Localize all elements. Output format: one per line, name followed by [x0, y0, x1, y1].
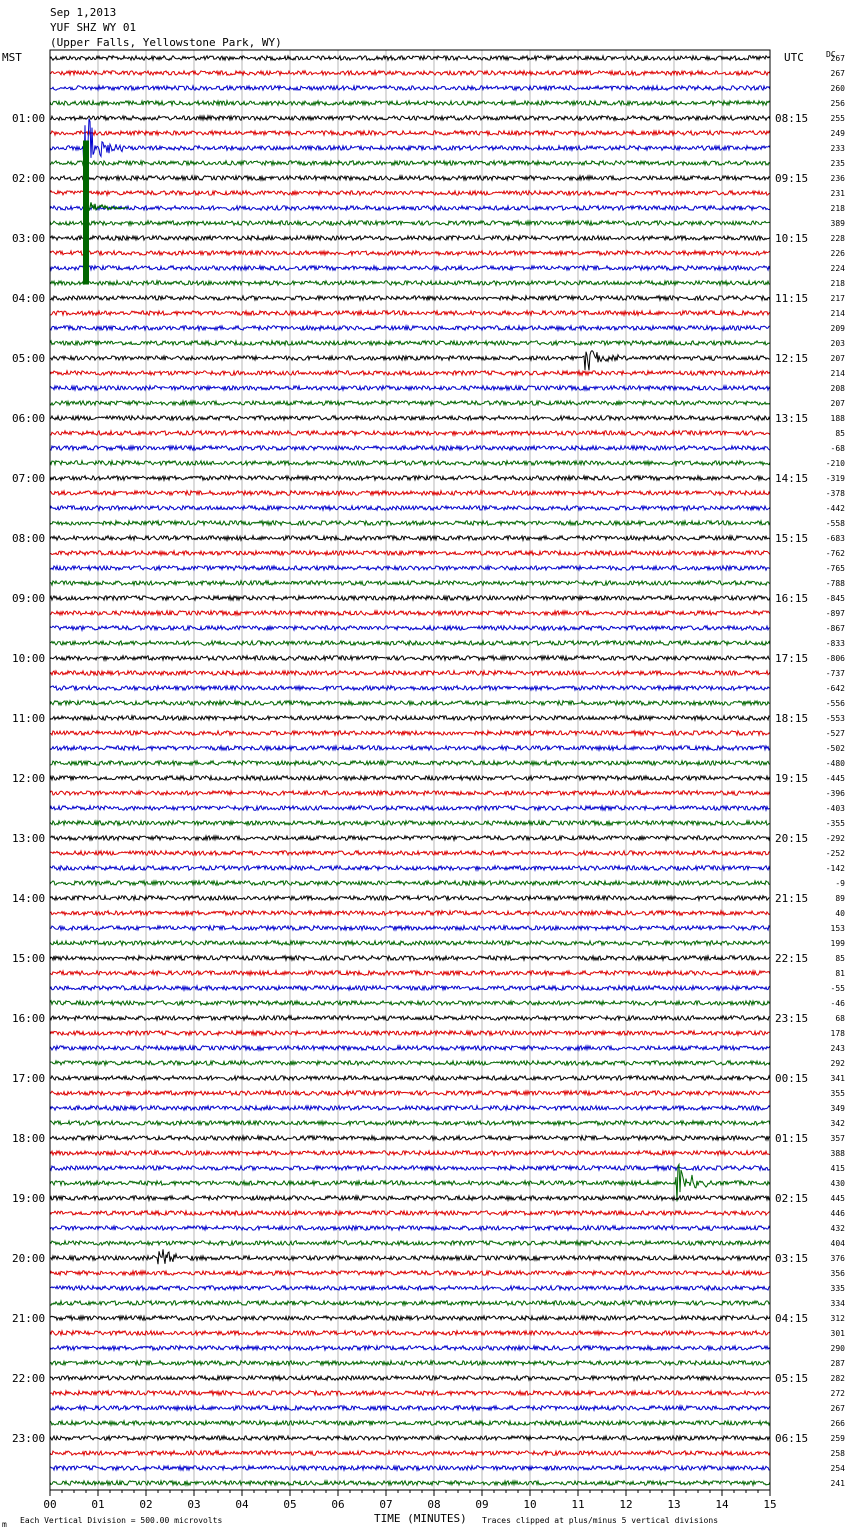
trace-91 — [50, 1421, 770, 1425]
dc-offset-label: 259 — [830, 1434, 845, 1443]
trace-86 — [50, 1346, 770, 1350]
trace-5 — [50, 131, 770, 135]
dc-offset-label: 178 — [830, 1029, 845, 1038]
dc-offset-label: -765 — [825, 564, 845, 573]
dc-offset-label: -396 — [825, 789, 845, 798]
left-zone-label: MST — [2, 51, 22, 64]
dc-offset-label: 207 — [830, 354, 845, 363]
left-hour-label: 02:00 — [12, 172, 46, 185]
dc-offset-label: 249 — [830, 129, 845, 138]
dc-offset-label: 207 — [830, 399, 845, 408]
left-hour-label: 13:00 — [12, 832, 46, 845]
trace-82 — [50, 1286, 770, 1290]
trace-57 — [50, 911, 770, 915]
dc-offset-label: 334 — [830, 1299, 845, 1308]
right-hour-label: 13:15 — [775, 412, 809, 425]
left-hour-labels — [12, 112, 45, 1445]
trace-44 — [50, 716, 770, 720]
dc-offset-label: 356 — [830, 1269, 845, 1278]
dc-offset-label: 445 — [830, 1194, 845, 1203]
left-hour-label: 15:00 — [12, 952, 46, 965]
dc-offset-label: -378 — [825, 489, 845, 498]
left-hour-label: 16:00 — [12, 1012, 46, 1025]
trace-81 — [50, 1271, 770, 1275]
x-tick-label: 10 — [523, 1498, 537, 1511]
trace-85 — [50, 1331, 770, 1335]
trace-37 — [50, 611, 770, 615]
x-tick-label: 12 — [619, 1498, 633, 1511]
dc-offset-label: 40 — [835, 909, 845, 918]
dc-offset-label: 404 — [830, 1239, 845, 1248]
left-hour-label: 01:00 — [12, 112, 46, 125]
dc-offset-label: 188 — [830, 414, 845, 423]
dc-offset-label: 258 — [830, 1449, 845, 1458]
dc-offset-label: 209 — [830, 324, 845, 333]
dc-offset-label: 218 — [830, 279, 845, 288]
dc-offset-label: -445 — [825, 774, 845, 783]
corner-mark: m — [2, 1520, 7, 1529]
trace-88 — [50, 1376, 770, 1380]
left-hour-label: 03:00 — [12, 232, 46, 245]
dc-offset-label: -833 — [825, 639, 845, 648]
left-hour-label: 04:00 — [12, 292, 46, 305]
left-hour-label: 10:00 — [12, 652, 46, 665]
trace-27 — [50, 461, 770, 465]
trace-19 — [50, 341, 770, 345]
dc-offset-label: -142 — [825, 864, 845, 873]
header-location: (Upper Falls, Yellowstone Park, WY) — [50, 36, 282, 49]
trace-56 — [50, 896, 770, 900]
dc-offset-labels — [826, 54, 845, 1488]
dc-offset-label: 292 — [830, 1059, 845, 1068]
dc-offset-label: -683 — [825, 534, 845, 543]
right-hour-label: 19:15 — [775, 772, 809, 785]
left-hour-label: 09:00 — [12, 592, 46, 605]
trace-72 — [50, 1136, 770, 1140]
trace-55 — [50, 881, 770, 885]
clipped-event — [83, 141, 89, 285]
trace-21 — [50, 371, 770, 375]
trace-22 — [50, 386, 770, 390]
trace-1 — [50, 71, 770, 75]
x-tick-label: 08 — [427, 1498, 441, 1511]
trace-80 — [50, 1249, 770, 1264]
dc-offset-label: 341 — [830, 1074, 845, 1083]
trace-47 — [50, 761, 770, 765]
dc-offset-label: -553 — [825, 714, 845, 723]
trace-71 — [50, 1121, 770, 1125]
trace-40 — [50, 656, 770, 660]
dc-offset-label: 355 — [830, 1089, 845, 1098]
trace-63 — [50, 1001, 770, 1005]
trace-46 — [50, 746, 770, 750]
trace-24 — [50, 416, 770, 420]
trace-89 — [50, 1391, 770, 1395]
trace-28 — [50, 476, 770, 480]
dc-offset-label: -355 — [825, 819, 845, 828]
right-hour-labels — [775, 112, 808, 1445]
trace-74 — [50, 1166, 770, 1170]
x-tick-label: 14 — [715, 1498, 729, 1511]
dc-offset-label: 287 — [830, 1359, 845, 1368]
trace-23 — [50, 401, 770, 405]
dc-offset-label: -442 — [825, 504, 845, 513]
trace-20 — [50, 351, 770, 371]
dc-offset-label: 290 — [830, 1344, 845, 1353]
trace-73 — [50, 1151, 770, 1155]
dc-offset-label: -737 — [825, 669, 845, 678]
dc-offset-label: 208 — [830, 384, 845, 393]
scale-note: Each Vertical Division = 500.00 microvolts — [20, 1516, 223, 1525]
right-hour-label: 12:15 — [775, 352, 809, 365]
trace-16 — [50, 296, 770, 300]
trace-68 — [50, 1076, 770, 1080]
right-hour-label: 05:15 — [775, 1372, 809, 1385]
right-hour-label: 21:15 — [775, 892, 809, 905]
header-station: YUF SHZ WY 01 — [50, 21, 137, 34]
trace-11 — [50, 221, 770, 225]
trace-95 — [50, 1481, 770, 1485]
right-hour-label: 00:15 — [775, 1072, 809, 1085]
dc-offset-label: 446 — [830, 1209, 845, 1218]
left-hour-label: 06:00 — [12, 412, 46, 425]
trace-49 — [50, 791, 770, 795]
dc-offset-label: -788 — [825, 579, 845, 588]
dc-offset-label: 153 — [830, 924, 845, 933]
right-hour-label: 16:15 — [775, 592, 809, 605]
trace-9 — [50, 191, 770, 195]
dc-offset-label: -502 — [825, 744, 845, 753]
trace-90 — [50, 1406, 770, 1410]
dc-offset-label: 214 — [830, 369, 845, 378]
right-hour-label: 08:15 — [775, 112, 809, 125]
dc-offset-label: -252 — [825, 849, 845, 858]
trace-0 — [50, 56, 770, 60]
left-hour-label: 05:00 — [12, 352, 46, 365]
left-hour-label: 20:00 — [12, 1252, 46, 1265]
trace-4 — [50, 116, 770, 120]
trace-62 — [50, 986, 770, 990]
dc-offset-label: -210 — [825, 459, 845, 468]
trace-33 — [50, 551, 770, 555]
dc-offset-label: 217 — [830, 294, 845, 303]
x-tick-label: 07 — [379, 1498, 393, 1511]
trace-79 — [50, 1241, 770, 1245]
dc-offset-label: 335 — [830, 1284, 845, 1293]
trace-41 — [50, 671, 770, 675]
dc-offset-label: 255 — [830, 114, 845, 123]
right-hour-label: 14:15 — [775, 472, 809, 485]
dc-offset-label: -556 — [825, 699, 845, 708]
trace-51 — [50, 821, 770, 825]
trace-2 — [50, 86, 770, 90]
right-hour-label: 15:15 — [775, 532, 809, 545]
trace-84 — [50, 1316, 770, 1320]
right-hour-label: 06:15 — [775, 1432, 809, 1445]
clip-note: Traces clipped at plus/minus 5 vertical divisions — [482, 1516, 719, 1525]
trace-17 — [50, 311, 770, 315]
trace-61 — [50, 971, 770, 975]
dc-offset-label: 267 — [830, 54, 845, 63]
trace-18 — [50, 326, 770, 330]
dc-offset-label: 89 — [835, 894, 845, 903]
trace-39 — [50, 641, 770, 645]
trace-3 — [50, 101, 770, 105]
trace-25 — [50, 431, 770, 435]
dc-offset-label: 267 — [830, 69, 845, 78]
dc-offset-label: 236 — [830, 174, 845, 183]
dc-offset-label: 357 — [830, 1134, 845, 1143]
dc-offset-label: -292 — [825, 834, 845, 843]
trace-31 — [50, 521, 770, 525]
x-tick-label: 02 — [139, 1498, 153, 1511]
dc-offset-label: 256 — [830, 99, 845, 108]
trace-13 — [50, 251, 770, 255]
dc-offset-label: 228 — [830, 234, 845, 243]
x-axis-title: TIME (MINUTES) — [374, 1512, 467, 1525]
dc-offset-label: -480 — [825, 759, 845, 768]
x-tick-label: 01 — [91, 1498, 105, 1511]
trace-54 — [50, 866, 770, 870]
trace-36 — [50, 596, 770, 600]
trace-66 — [50, 1046, 770, 1050]
trace-92 — [50, 1436, 770, 1440]
dc-offset-label: 432 — [830, 1224, 845, 1233]
dc-offset-label: 235 — [830, 159, 845, 168]
x-tick-label: 15 — [763, 1498, 777, 1511]
dc-offset-label: 312 — [830, 1314, 845, 1323]
dc-offset-label: 243 — [830, 1044, 845, 1053]
left-hour-label: 07:00 — [12, 472, 46, 485]
dc-offset-label: -527 — [825, 729, 845, 738]
trace-70 — [50, 1106, 770, 1110]
dc-offset-label: 224 — [830, 264, 845, 273]
left-hour-label: 12:00 — [12, 772, 46, 785]
right-hour-label: 03:15 — [775, 1252, 809, 1265]
right-hour-label: 11:15 — [775, 292, 809, 305]
dc-offset-label: 301 — [830, 1329, 845, 1338]
dc-offset-label: 266 — [830, 1419, 845, 1428]
trace-78 — [50, 1226, 770, 1230]
dc-offset-label: 388 — [830, 1149, 845, 1158]
trace-93 — [50, 1451, 770, 1455]
x-tick-label: 13 — [667, 1498, 681, 1511]
trace-15 — [50, 281, 770, 285]
right-hour-label: 01:15 — [775, 1132, 809, 1145]
x-tick-label: 05 — [283, 1498, 297, 1511]
left-hour-label: 21:00 — [12, 1312, 46, 1325]
trace-12 — [50, 236, 770, 240]
dc-offset-label: 233 — [830, 144, 845, 153]
dc-offset-label: -55 — [830, 984, 845, 993]
dc-offset-label: 81 — [835, 969, 845, 978]
dc-offset-label: 267 — [830, 1404, 845, 1413]
dc-offset-label: 226 — [830, 249, 845, 258]
trace-65 — [50, 1031, 770, 1035]
left-hour-label: 14:00 — [12, 892, 46, 905]
right-hour-label: 04:15 — [775, 1312, 809, 1325]
dc-offset-label: -46 — [830, 999, 845, 1008]
trace-30 — [50, 506, 770, 510]
dc-offset-label: 376 — [830, 1254, 845, 1263]
dc-header: DC — [826, 50, 836, 59]
dc-offset-label: -9 — [835, 879, 845, 888]
dc-offset-label: -845 — [825, 594, 845, 603]
trace-29 — [50, 491, 770, 495]
right-hour-label: 20:15 — [775, 832, 809, 845]
trace-94 — [50, 1466, 770, 1470]
x-tick-label: 06 — [331, 1498, 345, 1511]
trace-50 — [50, 806, 770, 810]
trace-53 — [50, 851, 770, 855]
trace-34 — [50, 566, 770, 570]
dc-offset-label: -762 — [825, 549, 845, 558]
right-hour-label: 22:15 — [775, 952, 809, 965]
x-axis-ticks — [43, 1490, 776, 1511]
dc-offset-label: 218 — [830, 204, 845, 213]
dc-offset-label: 389 — [830, 219, 845, 228]
trace-group — [50, 56, 770, 1485]
trace-64 — [50, 1016, 770, 1020]
x-tick-label: 03 — [187, 1498, 201, 1511]
dc-offset-label: -642 — [825, 684, 845, 693]
trace-6 — [50, 119, 770, 179]
left-hour-label: 17:00 — [12, 1072, 46, 1085]
trace-67 — [50, 1061, 770, 1065]
dc-offset-label: 68 — [835, 1014, 845, 1023]
x-tick-label: 00 — [43, 1498, 57, 1511]
right-hour-label: 09:15 — [775, 172, 809, 185]
trace-48 — [50, 776, 770, 780]
dc-offset-label: 349 — [830, 1104, 845, 1113]
trace-69 — [50, 1091, 770, 1095]
left-hour-label: 08:00 — [12, 532, 46, 545]
left-hour-label: 23:00 — [12, 1432, 46, 1445]
dc-offset-label: -897 — [825, 609, 845, 618]
trace-77 — [50, 1211, 770, 1215]
right-hour-label: 23:15 — [775, 1012, 809, 1025]
trace-60 — [50, 956, 770, 960]
trace-76 — [50, 1196, 770, 1200]
trace-26 — [50, 446, 770, 450]
trace-8 — [50, 176, 770, 180]
right-hour-label: 02:15 — [775, 1192, 809, 1205]
dc-offset-label: 231 — [830, 189, 845, 198]
trace-14 — [50, 266, 770, 270]
trace-52 — [50, 836, 770, 840]
right-zone-label: UTC — [784, 51, 804, 64]
trace-10 — [50, 206, 770, 210]
dc-offset-label: -867 — [825, 624, 845, 633]
dc-offset-label: 272 — [830, 1389, 845, 1398]
trace-42 — [50, 686, 770, 690]
trace-7 — [50, 161, 770, 165]
dc-offset-label: 282 — [830, 1374, 845, 1383]
dc-offset-label: -558 — [825, 519, 845, 528]
dc-offset-label: -403 — [825, 804, 845, 813]
x-tick-label: 11 — [571, 1498, 585, 1511]
dc-offset-label: 214 — [830, 309, 845, 318]
left-hour-label: 22:00 — [12, 1372, 46, 1385]
x-tick-label: 09 — [475, 1498, 489, 1511]
trace-38 — [50, 626, 770, 630]
trace-45 — [50, 731, 770, 735]
dc-offset-label: -806 — [825, 654, 845, 663]
trace-32 — [50, 536, 770, 540]
left-hour-label: 18:00 — [12, 1132, 46, 1145]
trace-59 — [50, 941, 770, 945]
trace-43 — [50, 701, 770, 705]
right-hour-label: 17:15 — [775, 652, 809, 665]
dc-offset-label: 254 — [830, 1464, 845, 1473]
dc-offset-label: 203 — [830, 339, 845, 348]
header-date: Sep 1,2013 — [50, 6, 117, 19]
right-hour-label: 18:15 — [775, 712, 809, 725]
trace-87 — [50, 1361, 770, 1365]
dc-offset-label: 241 — [830, 1479, 845, 1488]
dc-offset-label: 260 — [830, 84, 845, 93]
left-hour-label: 11:00 — [12, 712, 46, 725]
dc-offset-label: -68 — [830, 444, 845, 453]
dc-offset-label: 342 — [830, 1119, 845, 1128]
dc-offset-label: 85 — [835, 429, 845, 438]
dc-offset-label: 415 — [830, 1164, 845, 1173]
left-hour-label: 19:00 — [12, 1192, 46, 1205]
trace-35 — [50, 581, 770, 585]
x-tick-label: 04 — [235, 1498, 249, 1511]
dc-offset-label: 430 — [830, 1179, 845, 1188]
trace-58 — [50, 926, 770, 930]
right-hour-label: 10:15 — [775, 232, 809, 245]
dc-offset-label: -319 — [825, 474, 845, 483]
trace-83 — [50, 1301, 770, 1305]
dc-offset-label: 199 — [830, 939, 845, 948]
dc-offset-label: 85 — [835, 954, 845, 963]
event-coda — [89, 202, 128, 210]
